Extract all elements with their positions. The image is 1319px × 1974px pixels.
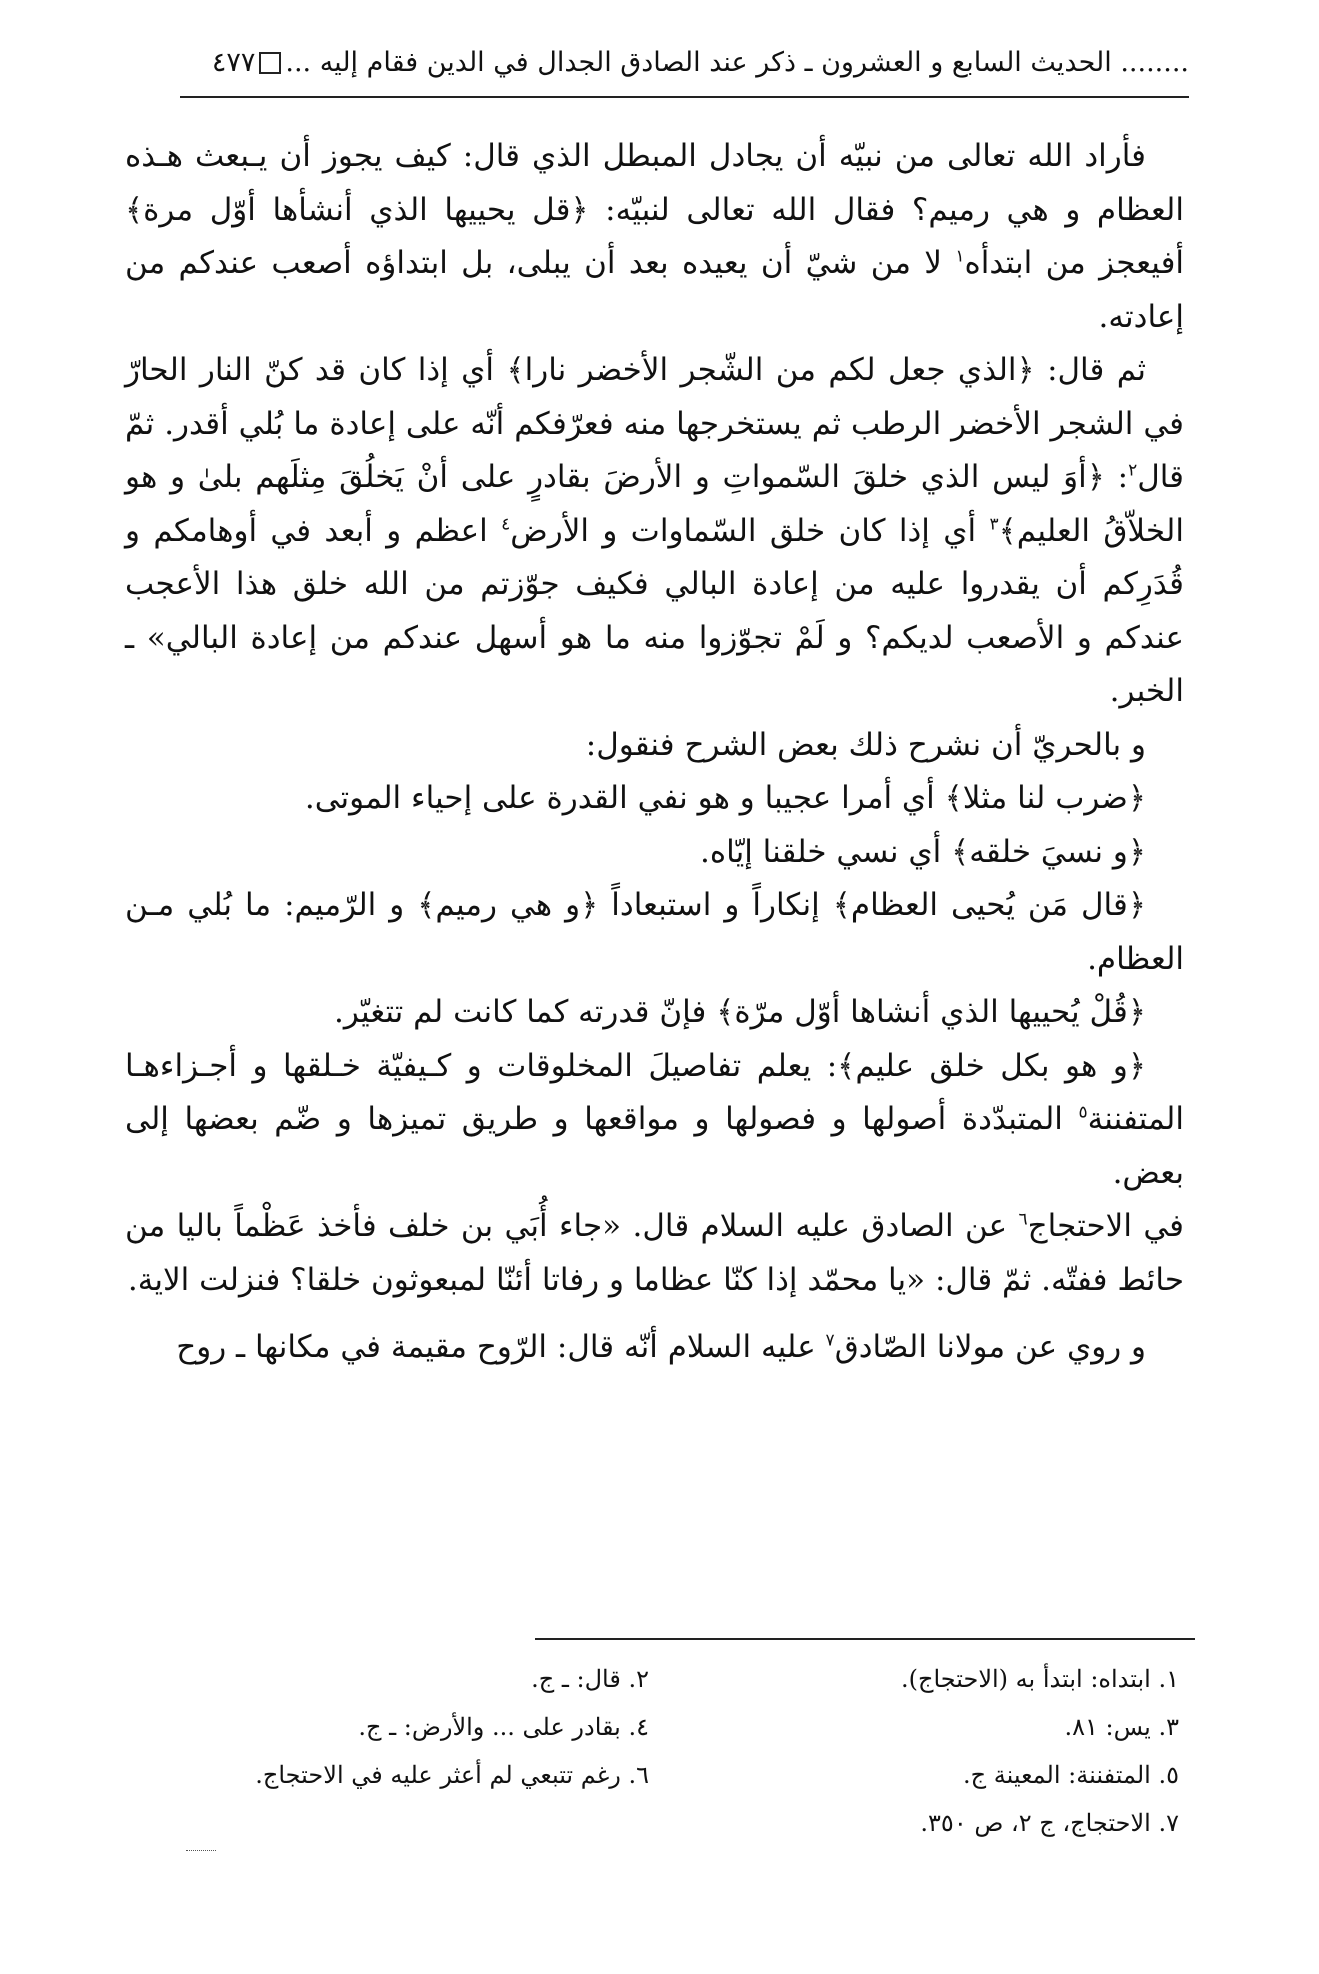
footnote-2: ٢. قال: ـ ج. xyxy=(531,1665,649,1693)
paragraph-4: ﴿ضرب لنا مثلا﴾ أي أمرا عجيبا و هو نفي القدرة على إحياء الموتى. xyxy=(304,780,1146,816)
paragraph-3: و بالحريّ أن نشرح ذلك بعض الشرح فنقول: xyxy=(585,726,1146,763)
paragraph-1: فأراد الله تعالى من نبيّه أن يجادل المبطل الذي قال: كيف يجوز أن يـبعث هـذه العظام و هي رميم؟ فقال الله تعالى لنبيّه: ﴿قل يحييها الذي أنشأها أوّل مرة﴾ أفيعجز من ابتدأه$^١$ لا من شيّ أن يعيده بعد أن يبلى، بل ابتداؤه أصعب عندكم من إعادته. xyxy=(125,138,1184,335)
header-title: ........ الحديث السابع و العشرون ـ ذكر عند الصادق الجدال في الدين فقام إليه ... xyxy=(285,47,1189,78)
header-square-icon xyxy=(259,52,281,74)
paragraph-10: و روي عن مولانا الصّادق$^٧$ عليه السلام أنّه قال: الرّوح مقيمة في مكانها ـ روح xyxy=(176,1329,1146,1365)
footnote-1: ١. ابتداه: ابتدأ به (الاحتجاج). xyxy=(900,1665,1179,1693)
stray-mark xyxy=(186,1850,216,1851)
header-rule xyxy=(180,96,1189,98)
footnote-5: ٥. المتفننة: المعينة ج. xyxy=(963,1761,1179,1789)
footnote-6: ٦. رغم تتبعي لم أعثر عليه في الاحتجاج. xyxy=(255,1761,649,1789)
main-text xyxy=(125,130,1184,1375)
footnote-rule xyxy=(535,1638,1195,1640)
page-number: ٤٧٧ xyxy=(211,47,256,78)
footnote-4: ٤. بقادر على ... والأرض: ـ ج. xyxy=(358,1713,649,1741)
footnote-3: ٣. يس: ٨١. xyxy=(1064,1713,1179,1741)
paragraph-8: ﴿و هو بكل خلق عليم﴾: يعلم تفاصيلَ المخلوقات و كـيفيّة خـلقها و أجـزاءهـا المتفننة$^٥$ المتبدّدة أصولها و فصولها و مواقعها و طريق تميزها و ضّم بعضها إلى بعض. xyxy=(125,1047,1184,1191)
paragraph-5: ﴿و نسيَ خلقه﴾ أي نسي خلقنا إيّاه. xyxy=(700,833,1146,870)
paragraph-7: ﴿قُلْ يُحييها الذي أنشاها أوّل مرّة﴾ فإنّ قدرته كما كانت لم تتغيّر. xyxy=(334,994,1146,1030)
footnotes xyxy=(124,1655,1184,1847)
paragraph-6: ﴿قال مَن يُحيى العظام﴾ إنكاراً و استبعاداً ﴿و هي رميم﴾ و الرّميم: ما بُلي مـن العظام. xyxy=(125,887,1184,977)
running-header xyxy=(180,38,1189,88)
paragraph-9: في الاحتجاج$^٦$ عن الصادق عليه السلام قال. «جاء أُبَي بن خلف فأخذ عَظْماً باليا من حائط ففتّه. ثمّ قال: «يا محمّد إذا كنّا عظاما و رفاتا أئنّا لمبعوثون خلقا؟ فنزلت الاية. xyxy=(125,1208,1184,1298)
paragraph-2: ثم قال: ﴿الذي جعل لكم من الشّجر الأخضر نارا﴾ أي إذا كان قد كنّ النار الحارّ في الشجر الأخضر الرطب ثم يستخرجها منه فعرّفكم أنّه على إعادة ما بُلي أقدر. ثمّ قال$^٢$: ﴿أوَ ليس الذي خلقَ السّمواتِ و الأرضَ بقادرٍ على أنْ يَخلُقَ مِثلَهم بلىٰ و هو الخلاّقُ العليم﴾$^٣$ أي إذا كان خلق السّماوات و الأرض$^٤$ اعظم و أبعد في أوهامكم و قُدَرِكم أن يقدروا عليه من إعادة البالي فكيف جوّزتم من الله خلق هذا الأعجب عندكم و الأصعب لديكم؟ و لَمْ تجوّزوا منه ما هو أسهل عندكم من إعادة البالي» ـ الخبر. xyxy=(125,352,1184,709)
footnote-7: ٧. الاحتجاج، ج ٢، ص ٣٥٠. xyxy=(920,1809,1179,1837)
